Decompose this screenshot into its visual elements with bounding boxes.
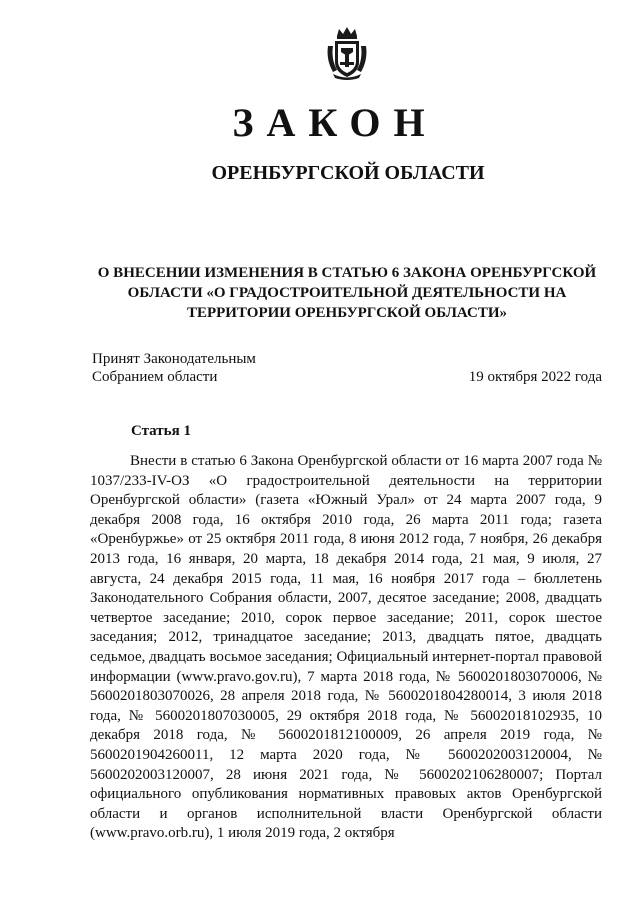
law-heading-line: ОБЛАСТИ «О ГРАДОСТРОИТЕЛЬНОЙ ДЕЯТЕЛЬНОСТИ НА	[127, 285, 567, 301]
adoption-line: Принят Законодательным	[92, 351, 256, 367]
region-title: ОРЕНБУРГСКОЙ ОБЛАСТИ	[211, 162, 485, 184]
adoption-line: Собранием области	[92, 369, 218, 385]
article-body: Внести в статью 6 Закона Оренбургской области от 16 марта 2007 года № 1037/233-IV-ОЗ «О градостроительной деятельности на территории Оренбургской области» (газета «Южный Урал» от 24 марта 2007 года, 9 декабря 2008 года, 16 октября 2010 года, 26 марта 2011 года; газета «Оренбуржье» от 25 октября 2011 года, 8 июня 2012 года, 7 ноября, 26 декабря 2013 года, 16 января, 20 марта, 18 декабря 2014 года, 21 мая, 9 июля, 27 августа, 24 декабря 2015 года, 11 мая, 16 ноября 2017 года – бюллетень Законодательного Собрания области, 2007, десятое заседание; 2008, двадцать четвертое заседание; 2010, сорок первое заседание; 2011, сорок шестое заседания; 2012, тринадцатое заседание; 2013, двадцать пятое, двадцать седьмое, двадцать восьмое заседания; Официальный интернет-портал правовой информации (www.pravo.gov.ru), 7 марта 2018 года, № 5600201803070006, № 5600201803070026, 28 апреля 2018 года, № 5600201804280014, 3 июля 2018 года, № 5600201807030005, 29 октября 2018 года, № 5600201810293​5, 10 декабря 2018 года, № 5600201812100009, 26 апреля 2019 года, № 5600201904260011, 12 марта 2020 года, № 5600202003120004, № 5600202003120007, 28 июня 2021 года, № 5600202106280007; Портал официального опубликования нормативных правовых актов Оренбургской области и органов исполнительной власти Оренбургской области (www.pravo.orb.ru), 1 июля 2019 года, 2 октября	[90, 453, 602, 842]
law-heading	[92, 263, 602, 323]
adoption-date: 19 октября 2022 года	[468, 369, 602, 385]
law-heading-line: ТЕРРИТОРИИ ОРЕНБУРГСКОЙ ОБЛАСТИ»	[186, 305, 508, 321]
law-heading-line: О ВНЕСЕНИИ ИЗМЕНЕНИЯ В СТАТЬЮ 6 ЗАКОНА ОРЕНБУРГСКОЙ	[97, 265, 597, 281]
orenburg-coat-of-arms-icon	[325, 26, 369, 80]
law-title: ЗАКОН	[232, 100, 438, 145]
article-title: Статья 1	[131, 423, 191, 439]
adoption-block	[92, 350, 602, 386]
